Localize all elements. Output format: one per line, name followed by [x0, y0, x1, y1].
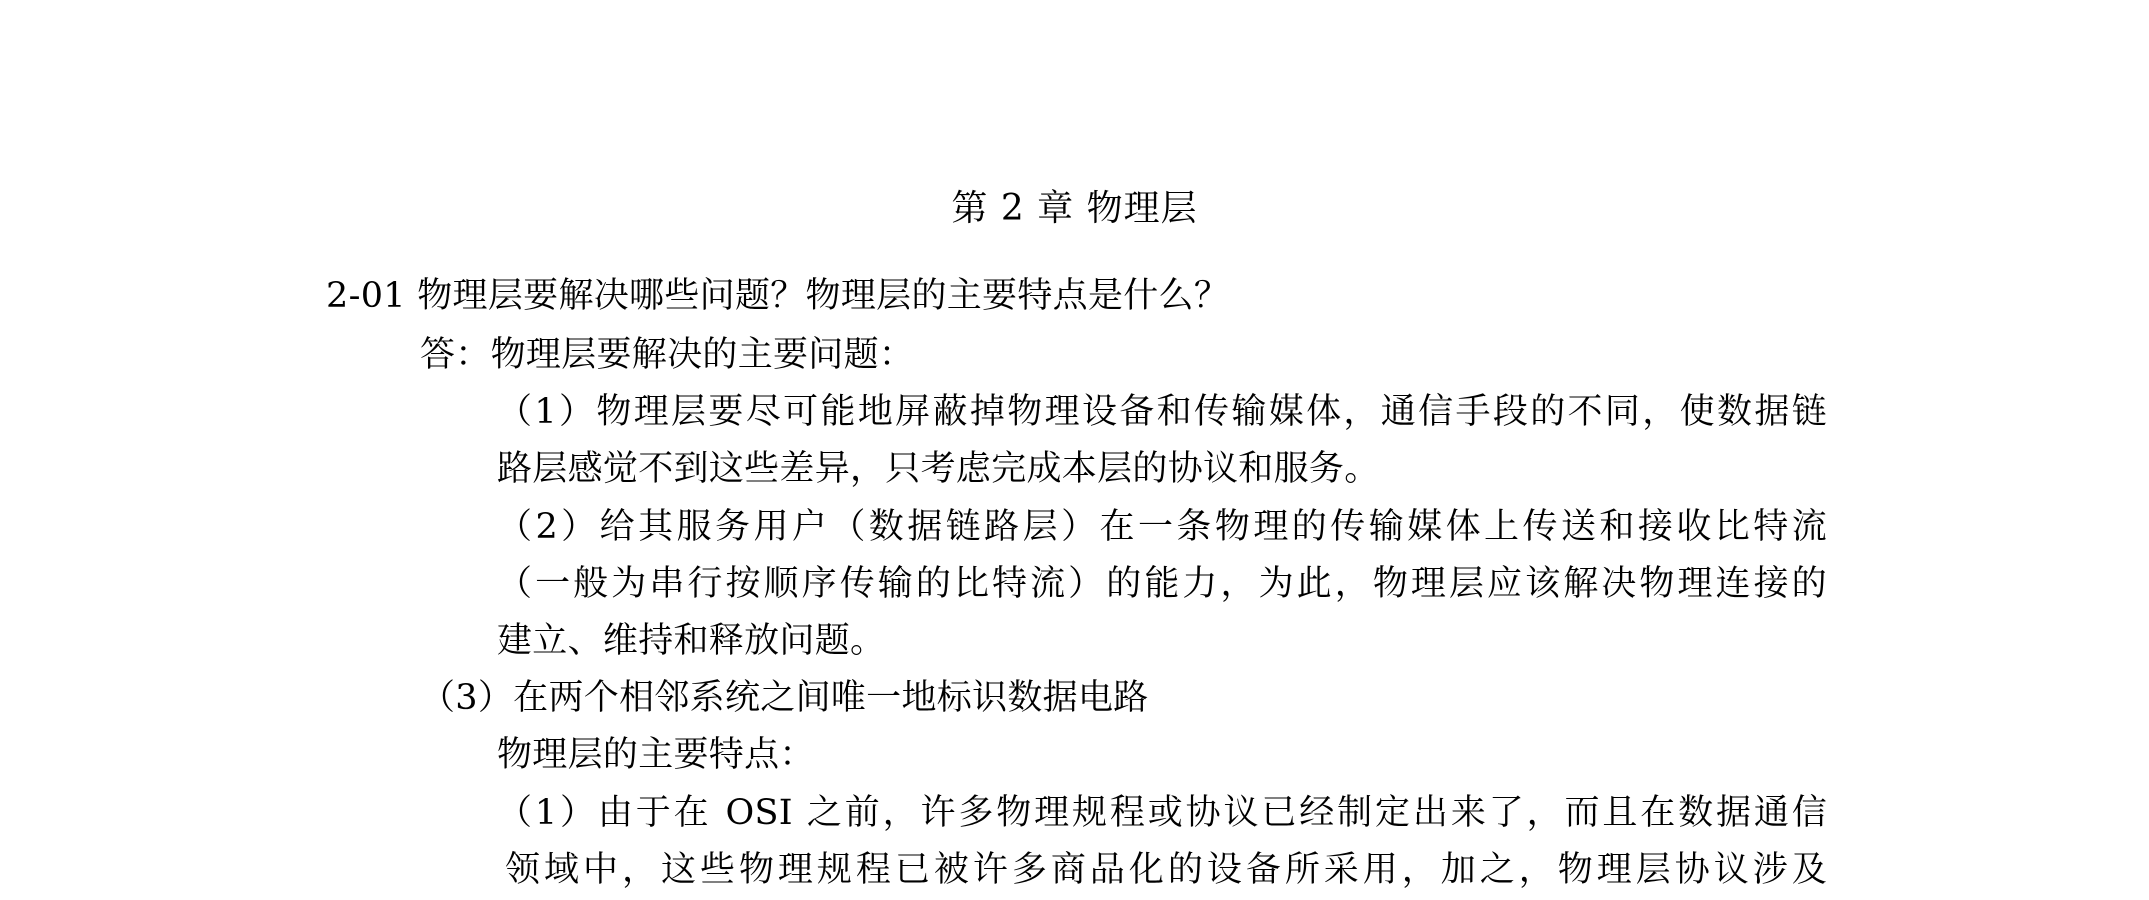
- chapter-title: 第 2 章 物理层: [951, 188, 1198, 229]
- problem-item-3-line-1: （3）在两个相邻系统之间唯一地标识数据电路: [420, 678, 1149, 718]
- problem-item-2-line-1: （2）给其服务用户（数据链路层）在一条物理的传输媒体上传送和接收比特流: [497, 507, 1827, 547]
- feature-item-1-line-2: 领域中，这些物理规程已被许多商品化的设备所采用，加之，物理层协议涉及: [505, 850, 1827, 890]
- problem-item-2-line-3: 建立、维持和释放问题。: [497, 621, 886, 661]
- question-line: 2-01 物理层要解决哪些问题？物理层的主要特点是什么？: [326, 276, 1230, 316]
- features-heading: 物理层的主要特点：: [497, 735, 815, 775]
- problem-item-1-line-1: （1）物理层要尽可能地屏蔽掉物理设备和传输媒体，通信手段的不同，使数据链: [497, 392, 1827, 432]
- feature-item-1-line-1: （1）由于在 OSI 之前，许多物理规程或协议已经制定出来了，而且在数据通信: [497, 793, 1827, 833]
- problem-item-1-line-2: 路层感觉不到这些差异，只考虑完成本层的协议和服务。: [497, 449, 1380, 489]
- answer-intro: 答：物理层要解决的主要问题：: [420, 335, 915, 375]
- problem-item-2-line-2: （一般为串行按顺序传输的比特流）的能力，为此，物理层应该解决物理连接的: [497, 564, 1827, 604]
